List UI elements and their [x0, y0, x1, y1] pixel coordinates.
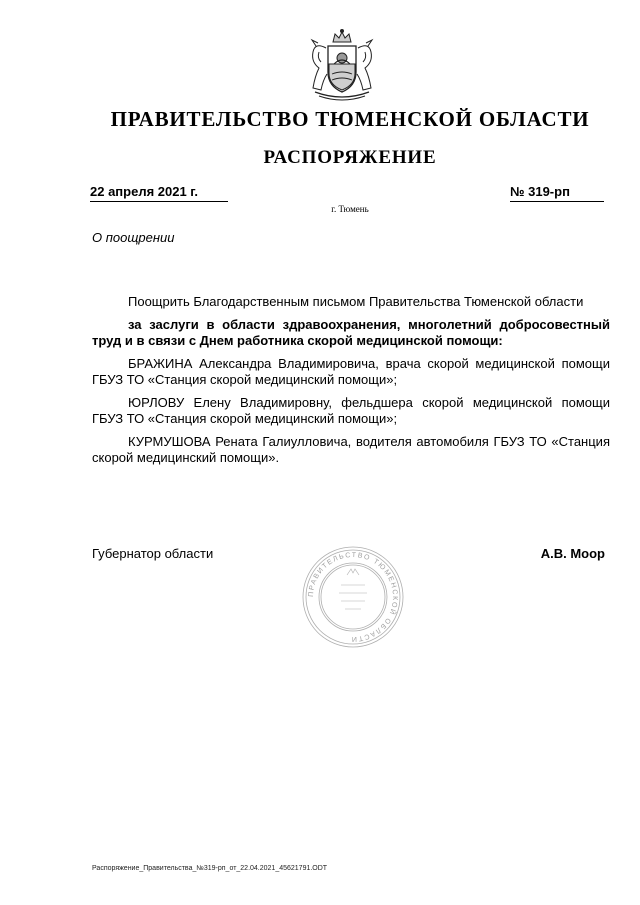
- document-city: г. Тюмень: [331, 204, 369, 214]
- body-paragraph: за заслуги в области здравоохранения, многолетний добросовестный труд и в связи с Днем работника скорой медицинской помощи:: [92, 317, 610, 348]
- body-paragraph: КУРМУШОВА Рената Галиулловича, водителя автомобиля ГБУЗ ТО «Станция скорой медицинский помощи».: [92, 434, 610, 465]
- government-title: ПРАВИТЕЛЬСТВО ТЮМЕНСКОЙ ОБЛАСТИ: [110, 107, 590, 131]
- signatory-position: Губернатор области: [92, 546, 214, 561]
- document-subject: О поощрении: [92, 230, 175, 245]
- seal-text: ПРАВИТЕЛЬСТВО ТЮМЕНСКОЙ ОБЛАСТИ: [307, 551, 399, 643]
- tyumen-coat-of-arms-icon: [299, 28, 385, 104]
- document-date: 22 апреля 2021 г.: [90, 184, 228, 202]
- document-number: № 319-рп: [510, 184, 604, 202]
- official-seal-icon: [301, 545, 405, 649]
- body-paragraph: ЮРЛОВУ Елену Владимировну, фельдшера скорой медицинской помощи ГБУЗ ТО «Станция скорой медицинский помощи»;: [92, 395, 610, 426]
- signatory-name: А.В. Моор: [540, 546, 605, 561]
- document-type: РАСПОРЯЖЕНИЕ: [263, 147, 437, 168]
- body-paragraph: БРАЖИНА Александра Владимировича, врача скорой медицинской помощи ГБУЗ ТО «Станция скорой медицинский помощи»;: [92, 356, 610, 387]
- body-paragraph: Поощрить Благодарственным письмом Правительства Тюменской области: [128, 294, 584, 309]
- document-body: [92, 294, 610, 473]
- document-filename: Распоряжение_Правительства_№319-рп_от_22.04.2021_45621791.ODT: [92, 865, 328, 872]
- svg-text:ПРАВИТЕЛЬСТВО ТЮМЕНСКОЙ ОБЛАСТ: [308, 552, 398, 642]
